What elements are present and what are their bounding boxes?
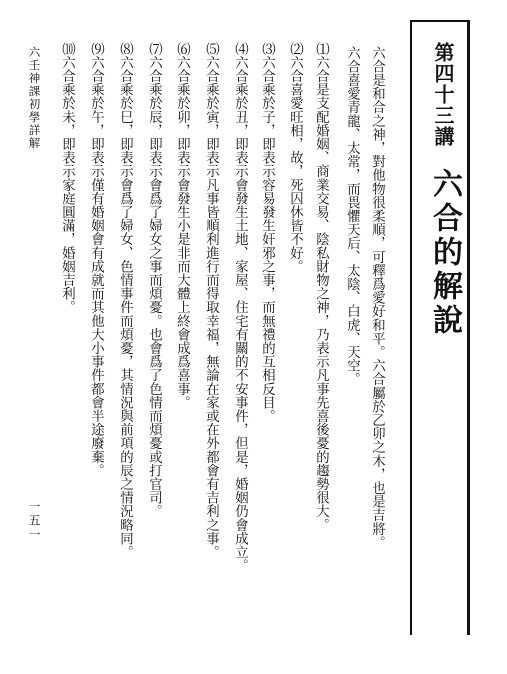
list-item: ⑷六合乘於丑，即表示會發生土地、家屋、住宅有關的不安事件，但是，婚姻仍會成立。: [232, 42, 248, 573]
chapter-number: 第四十三講: [431, 42, 455, 147]
running-header: 六壬神課初學詳解: [27, 46, 42, 150]
intro-paragraph-1: 六合是和合之神，對他物很柔順，可釋爲愛好和平。六合屬於乙卯之木，也是吉將。: [369, 46, 385, 550]
intro-paragraph-2: 六合喜愛青龍、太常，而畏懼天后、太陰、白虎、天空。: [344, 46, 360, 386]
list-item: ⑻六合乘於巳，即表示會爲了婦女、色情事件而煩憂，其情況與前項的辰之情況略同。: [117, 42, 133, 559]
list-item: ⑵六合喜愛旺相，故，死囚休皆不好。: [287, 42, 303, 274]
chapter-title: 六合的解說: [427, 168, 462, 338]
list-item: ⑺六合乘於辰，即表示會爲了婦女之事而煩憂。也會爲了色情而煩憂或打官司。: [146, 42, 162, 518]
list-item: ⑶六合乘於子，即表示容易發生奸邪之事，而無禮的互相反目。: [259, 42, 275, 423]
list-item: ⑴六合是支配婚姻、商業交易、陰私財物之神，乃表示凡事先喜後憂的趨勢很大。: [313, 42, 329, 532]
title-box-right-border: [467, 20, 470, 635]
title-box-top-border: [410, 20, 470, 22]
list-item: ⑽六合乘於未，即表示家庭圓滿，婚姻吉利。: [59, 42, 75, 314]
title-box-left-border: [410, 20, 412, 635]
page-number: 一五一: [27, 500, 41, 542]
list-item: ⑼六合乘於午，即表示僅有婚姻會有成就而其他大小事件都會半途廢棄。: [88, 42, 104, 478]
list-item: ⑸六合乘於寅，即表示凡事皆順利進行而得取幸福，無論在家或在外都會有吉利之事。: [203, 42, 219, 559]
list-item: ⑹六合乘於卯，即表示會發生小是非而大體上終會成爲喜事。: [174, 42, 190, 410]
